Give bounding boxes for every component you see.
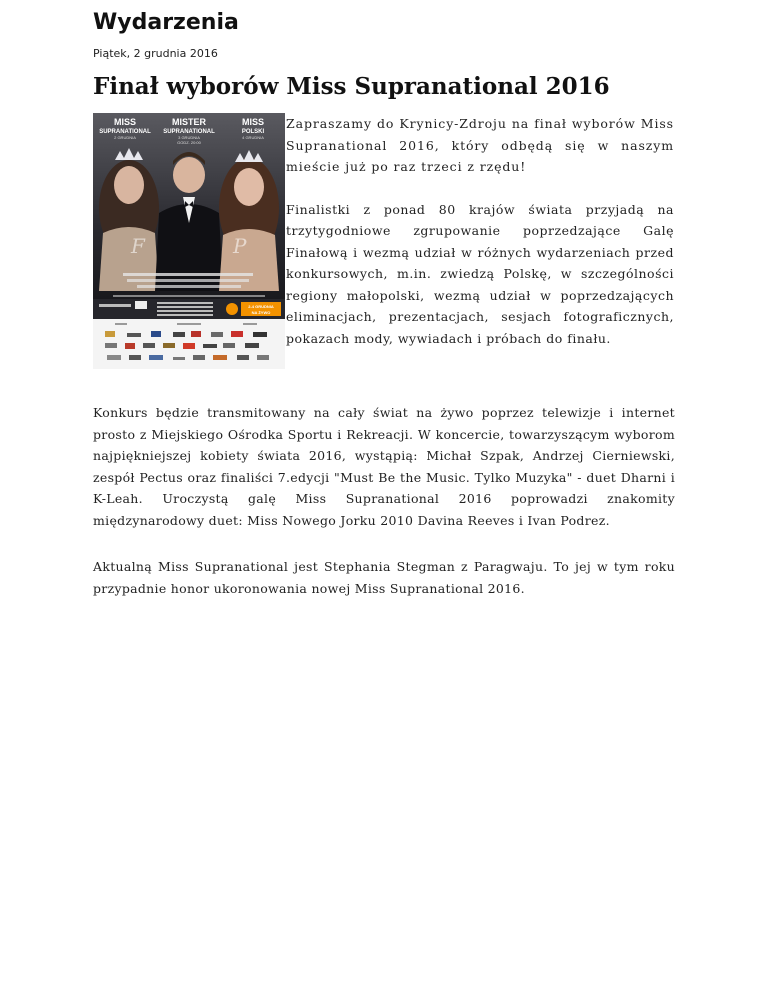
section-title: Wydarzenia: [93, 10, 239, 35]
poster-col1-title: MISS: [113, 117, 137, 127]
poster-col1-sub: SUPRANATIONAL: [99, 129, 151, 135]
poster-col3-date: 4 GRUDNIA: [242, 135, 264, 140]
intro-paragraph-2: Finalistki z ponad 80 krajów świata przyjadą na trzytygodniowe zgrupowanie poprzedzające Galę Finałową i wezmą udział w różnych wydarzeniach przed konkursowych, m.in. zwiedzą Polskę, w szczególności regiony małopolski, wezmą udział w poprzedzających eliminacjach, prezentacjach, sesjach fotograficznych, pokazach mody, wywiadach i próbach do finału.: [286, 201, 674, 346]
poster-col3-title: MISS: [241, 117, 265, 127]
intro-text: [286, 113, 674, 349]
poster-col2-title: MISTER: [171, 117, 207, 127]
poster-col2-sub: SUPRANATIONAL: [163, 129, 215, 135]
page: [93, 0, 675, 369]
article-headline: Finał wyborów Miss Supranational 2016: [93, 73, 610, 100]
body-paragraph-1: Konkurs będzie transmitowany na cały świat na żywo poprzez telewizje i internet prosto z Miejskiego Ośrodka Sportu i Rekreacji. W koncercie, towarzyszącym wyborom najpiękniejszej kobiety świata 2016, wystąpią: Michał Szpak, Andrzej Cierniewski, zespół Pectus oraz finaliści 7.edycji "Must Be the Music. Tylko Muzyka" - duet Dharni i K-Leah. Uroczystą galę Miss Supranational 2016 poprowadzi znakomity międzynarodowy duet: Miss Nowego Jorku 2010 Davina Reeves i Ivan Podrez.: [93, 405, 675, 528]
event-poster: [93, 113, 285, 369]
poster-col2-date: 3 GRUDNIA: [178, 135, 200, 140]
svg-text:F: F: [131, 234, 145, 258]
poster-badge-line2: NA ŻYWO: [251, 310, 271, 315]
poster-badge-line1: 2-4 GRUDNIA: [248, 304, 274, 309]
svg-text:P: P: [233, 234, 247, 258]
poster-col2-time: GODZ. 20:00: [177, 140, 201, 145]
article-intro: [93, 113, 675, 369]
article-date: Piątek, 2 grudnia 2016: [93, 47, 218, 60]
body-paragraph-2: Aktualną Miss Supranational jest Stephania Stegman z Paragwaju. To jej w tym roku przypadnie honor ukoronowania nowej Miss Supranational 2016.: [93, 559, 675, 596]
poster-col3-sub: POLSKI: [241, 129, 265, 135]
intro-paragraph-1: Zapraszamy do Krynicy-Zdroju na finał wyborów Miss Supranational 2016, który odbędą się w naszym mieście już po raz trzeci z rzędu!: [286, 116, 674, 174]
poster-col1-date: 2 GRUDNIA: [114, 135, 136, 140]
